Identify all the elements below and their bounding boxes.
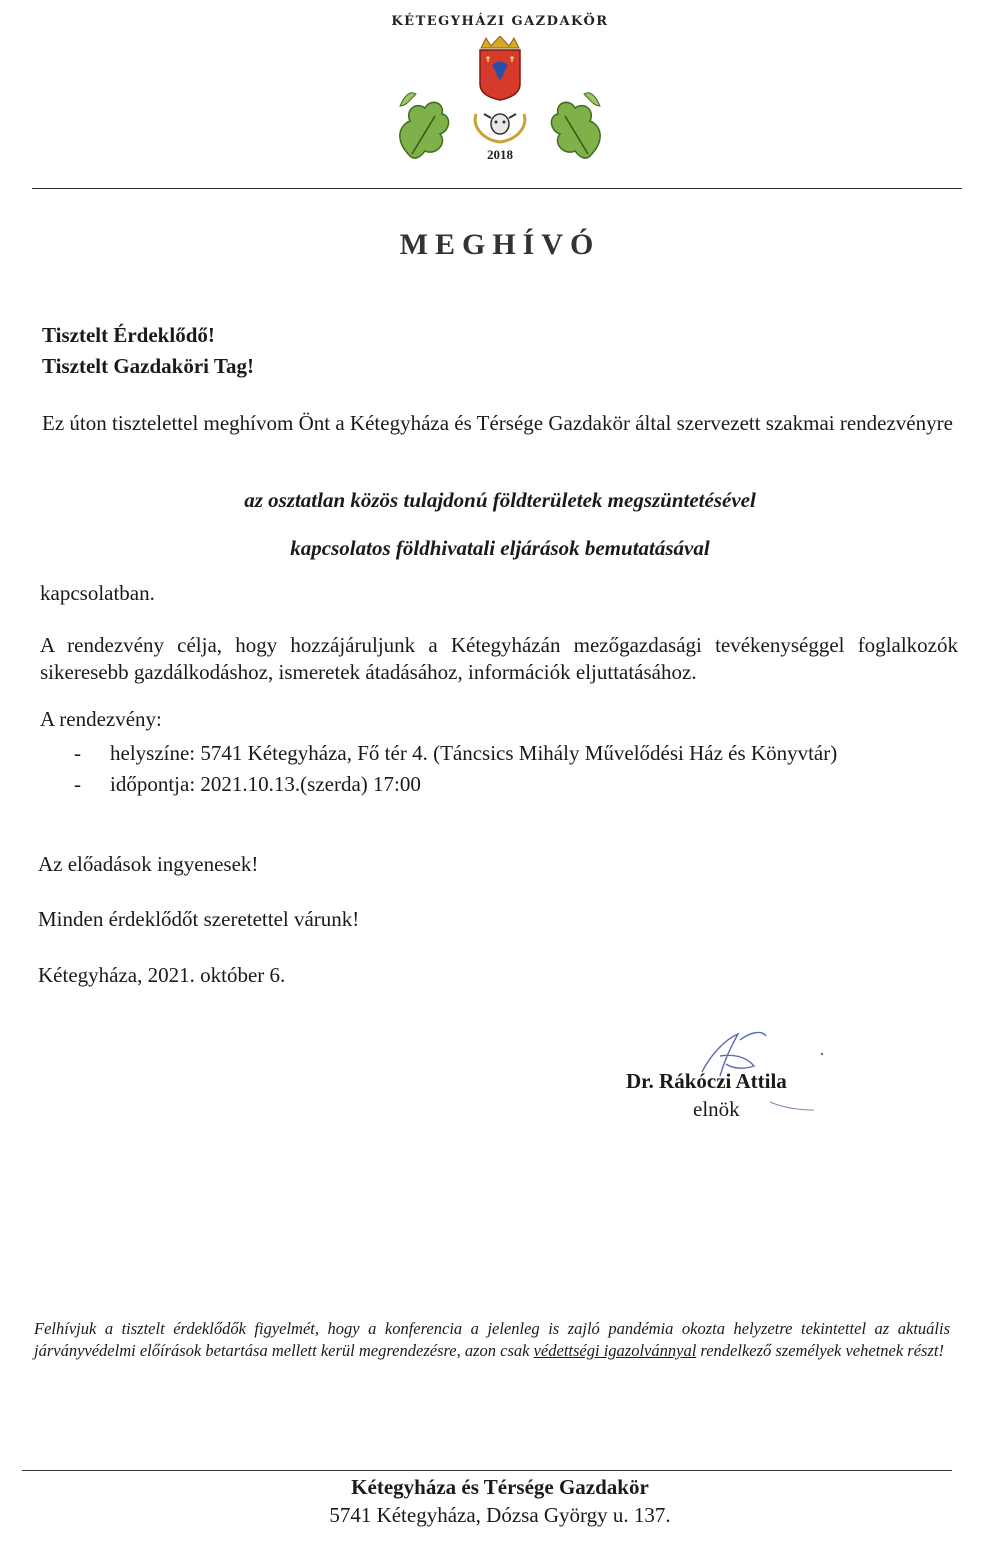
intro-paragraph: Ez úton tisztelettel meghívom Önt a Kétegyháza és Térsége Gazdakör által szervezett szakmai rendezvényre bbox=[42, 411, 953, 435]
free-note: Az előadások ingyenesek! bbox=[38, 852, 259, 876]
topic-line-2: kapcsolatos földhivatali eljárások bemutatásával bbox=[290, 536, 710, 560]
event-item-bullet: - bbox=[74, 741, 81, 765]
footer-divider bbox=[22, 1470, 952, 1471]
header-org-name: KÉTEGYHÁZI GAZDAKÖR bbox=[391, 14, 609, 29]
event-time: időpontja: 2021.10.13.(szerda) 17:00 bbox=[110, 772, 421, 796]
header-year: 2018 bbox=[487, 147, 513, 162]
purpose-paragraph: A rendezvény célja, hogy hozzájáruljunk a Kétegyházán mezőgazdasági tevékenységgel foglalkozók sikeresebb gazdálkodáshoz, ismeretek átadásához, információk eljuttatásához. bbox=[40, 633, 958, 684]
greeting-line-2: Tisztelt Gazdaköri Tag! bbox=[42, 354, 254, 378]
notice-text-part2: rendelkező személyek vehetnek részt! bbox=[696, 1341, 944, 1360]
footer-org: Kétegyháza és Térsége Gazdakör bbox=[351, 1475, 649, 1499]
signatory-name: Dr. Rákóczi Attila bbox=[626, 1069, 787, 1093]
notice-underlined: védettségi igazolvánnyal bbox=[533, 1341, 697, 1360]
signatory-role: elnök bbox=[693, 1097, 740, 1121]
event-item-bullet: - bbox=[74, 772, 81, 796]
event-intro: A rendezvény: bbox=[40, 707, 162, 731]
cattle-head-icon bbox=[484, 114, 516, 134]
welcome-note: Minden érdeklődőt szeretettel várunk! bbox=[38, 907, 360, 931]
topic-line-1: az osztatlan közös tulajdonú földterületek megszüntetésével bbox=[244, 488, 756, 512]
greeting-line-1: Tisztelt Érdeklődő! bbox=[42, 323, 215, 347]
header-divider bbox=[32, 188, 962, 189]
shield-icon bbox=[480, 50, 520, 100]
document-title: MEGHÍVÓ bbox=[399, 228, 601, 261]
place-date: Kétegyháza, 2021. október 6. bbox=[38, 963, 286, 987]
covid-notice bbox=[34, 1318, 950, 1362]
crown-icon bbox=[481, 36, 519, 48]
notice-text-part1: Felhívjuk a tisztelt érdeklődők figyelmét, hogy a konferencia a jelenleg is zajló pandémia okozta helyzetre tekintettel az aktuális járványvédelmi előírások betartása mellett kerül megrendezésre, azon csak bbox=[34, 1319, 950, 1360]
event-location: helyszíne: 5741 Kétegyháza, Fő tér 4. (Táncsics Mihály Művelődési Ház és Könyvtár) bbox=[110, 741, 838, 765]
after-topic-text: kapcsolatban. bbox=[40, 581, 155, 605]
footer-address: 5741 Kétegyháza, Dózsa György u. 137. bbox=[329, 1503, 671, 1527]
